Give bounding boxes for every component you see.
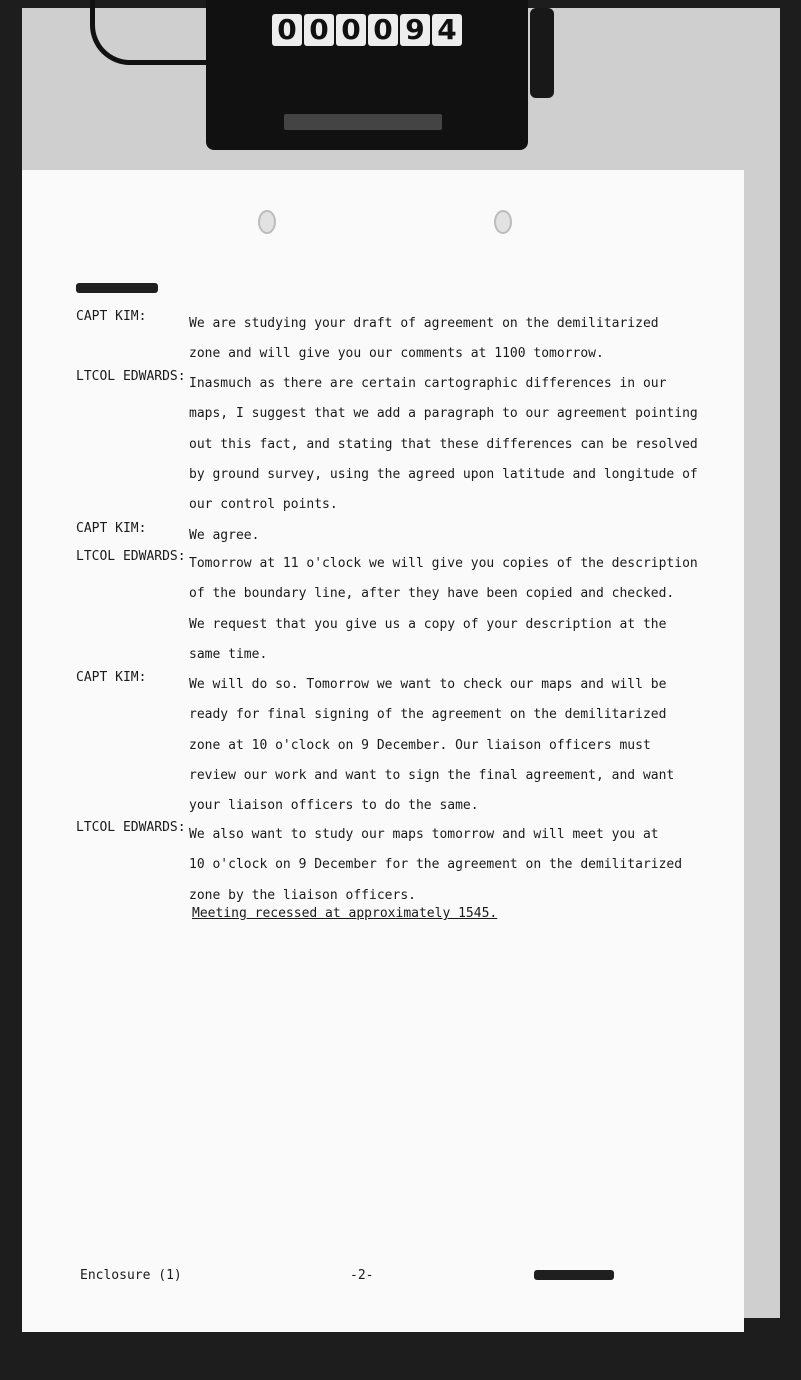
speech-line: Tomorrow at 11 o'clock we will give you copies of the description: [189, 556, 698, 571]
counter-digit: 0: [272, 14, 302, 46]
counter-cable: [90, 0, 225, 65]
counter-digit: 0: [336, 14, 366, 46]
page-number: -2-: [350, 1268, 374, 1283]
speech-line: out this fact, and stating that these differences can be resolved: [189, 436, 698, 452]
frame-counter-digits: [272, 14, 464, 46]
speech-line: maps, I suggest that we add a paragraph to our agreement pointing: [189, 406, 698, 422]
exchange-3: [76, 521, 704, 551]
frame-counter: [206, 0, 528, 150]
speech-text: [189, 309, 704, 370]
speech-line: your liaison officers to do the same.: [189, 798, 479, 814]
speech-line: review our work and want to sign the final agreement, and want: [189, 767, 675, 783]
punch-hole-left: [258, 210, 276, 234]
speech-text: [189, 820, 704, 911]
counter-digit: 0: [304, 14, 334, 46]
exchange-5: [76, 670, 704, 821]
speech-line: We will do so. Tomorrow we want to check our maps and will be: [189, 677, 667, 692]
meeting-recessed-note: Meeting recessed at approximately 1545.: [192, 906, 498, 921]
exchange-4: [76, 549, 704, 670]
exchange-1: [76, 309, 704, 370]
classification-redaction-bottom: [534, 1270, 614, 1280]
speech-line: of the boundary line, after they have been copied and checked.: [189, 586, 675, 602]
punch-hole-right: [494, 210, 512, 234]
enclosure-label: Enclosure (1): [80, 1268, 182, 1283]
exchange-6: [76, 820, 704, 911]
speech-line: We agree.: [189, 528, 260, 543]
speech-text: [189, 670, 704, 821]
counter-plate: [284, 114, 442, 130]
speaker-label: LTCOL EDWARDS:: [76, 549, 186, 564]
classification-redaction-top: [76, 283, 158, 293]
speech-line: same time.: [189, 646, 268, 662]
counter-digit: 9: [400, 14, 430, 46]
counter-knob: [530, 8, 554, 98]
speech-text: [189, 549, 704, 670]
speech-line: by ground survey, using the agreed upon latitude and longitude of: [189, 466, 698, 482]
counter-digit: 0: [368, 14, 398, 46]
speaker-label: LTCOL EDWARDS:: [76, 820, 186, 835]
document-page: [22, 170, 744, 1332]
speaker-label: CAPT KIM:: [76, 309, 147, 324]
speech-text: [189, 521, 704, 551]
speech-line: zone at 10 o'clock on 9 December. Our liaison officers must: [189, 737, 651, 753]
speech-line: zone by the liaison officers.: [189, 887, 416, 903]
speech-line: Inasmuch as there are certain cartographic differences in our: [189, 376, 667, 391]
speech-line: zone and will give you our comments at 1100 tomorrow.: [189, 346, 604, 362]
counter-digit: 4: [432, 14, 462, 46]
speech-line: our control points.: [189, 497, 338, 513]
speaker-label: LTCOL EDWARDS:: [76, 369, 186, 384]
exchange-2: [76, 369, 704, 520]
speech-line: We also want to study our maps tomorrow and will meet you at: [189, 827, 659, 842]
speech-line: We are studying your draft of agreement on the demilitarized: [189, 316, 659, 331]
speaker-label: CAPT KIM:: [76, 670, 147, 685]
speech-text: [189, 369, 704, 520]
speech-line: ready for final signing of the agreement on the demilitarized: [189, 707, 667, 723]
speech-line: 10 o'clock on 9 December for the agreement on the demilitarized: [189, 857, 683, 873]
speaker-label: CAPT KIM:: [76, 521, 147, 536]
speech-line: We request that you give us a copy of your description at the: [189, 616, 667, 632]
